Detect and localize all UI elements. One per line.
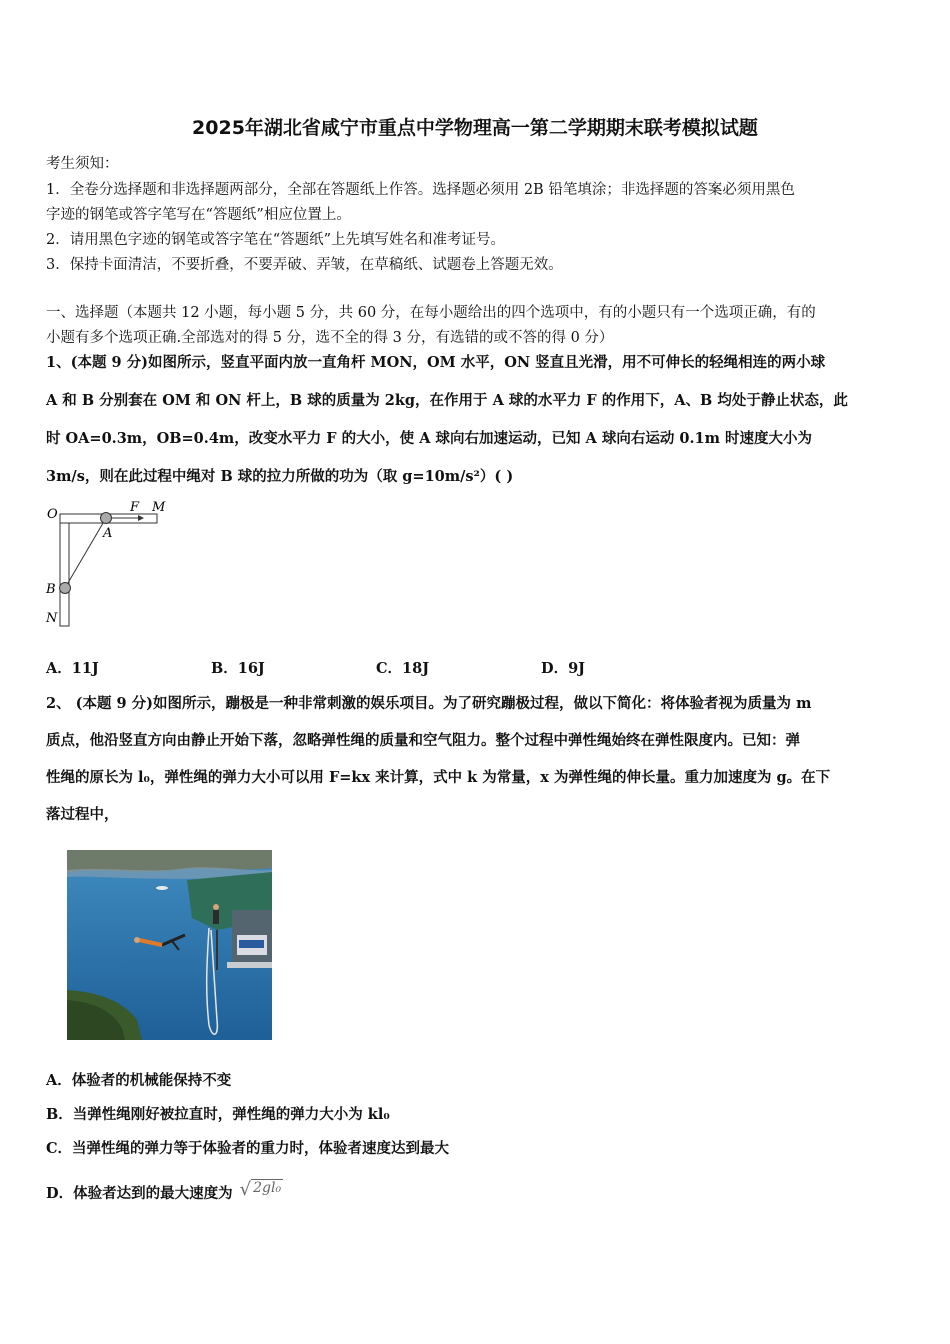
sqrt-symbol: √ — [239, 1179, 252, 1200]
q1-text: A 和 B 分别套在 OM 和 ON 杆上，B 球的质量为 2kg，在作用于 A 球的水平力 F 的作用下，A、B 均处于静止状态，此 — [46, 392, 848, 409]
formula-radicand: 2gl₀ — [253, 1180, 282, 1196]
q2-option-d-label: D．体验者达到的最大速度为 — [46, 1185, 233, 1202]
q2-option-b: B．当弹性绳刚好被拉直时，弹性绳的弹力大小为 kl₀ — [46, 1106, 390, 1123]
q2-text: 2、 (本题 9 分)如图所示，蹦极是一种非常刺激的娱乐项目。为了研究蹦极过程，做以下简化：将体验者视为质量为 m — [46, 695, 812, 712]
q1-option-b: B．16J — [211, 660, 265, 677]
q1-option-d: D．9J — [541, 660, 586, 677]
page-title: 2025年湖北省咸宁市重点中学物理高一第二学期期末联考模拟试题 — [192, 117, 758, 139]
sqrt-formula — [239, 1179, 283, 1203]
section-heading-cont: 小题有多个选项正确.全部选对的得 5 分，选不全的得 3 分，有选错的或不答的得 0 分） — [46, 330, 614, 346]
q2-text: 质点，他沿竖直方向由静止开始下落，忽略弹性绳的质量和空气阻力。整个过程中弹性绳始终在弹性限度内。已知：弹 — [46, 732, 800, 749]
label-a: A — [103, 526, 113, 541]
ball-a — [101, 513, 112, 524]
q2-text: 性绳的原长为 l₀，弹性绳的弹力大小可以用 F=kx 来计算，式中 k 为常量，x 为弹性绳的伸长量。重力加速度为 g。在下 — [46, 769, 831, 786]
q2-option-d — [46, 1179, 283, 1203]
ball-b — [60, 583, 71, 594]
q2-option-c: C．当弹性绳的弹力等于体验者的重力时，体验者速度达到最大 — [46, 1140, 450, 1157]
notice-item: 2．请用黑色字迹的钢笔或答字笔在“答题纸”上先填写姓名和准考证号。 — [46, 232, 506, 248]
rod-on — [60, 514, 69, 626]
q1-text: 时 OA=0.3m，OB=0.4m，改变水平力 F 的大小，使 A 球向右加速运动，已知 A 球向右运动 0.1m 时速度大小为 — [46, 430, 812, 447]
notice-heading: 考生须知： — [46, 156, 119, 172]
label-o: O — [47, 507, 58, 522]
q2-option-a: A．体验者的机械能保持不变 — [46, 1072, 232, 1089]
label-b: B — [46, 582, 56, 597]
q2-text: 落过程中， — [46, 806, 119, 823]
notice-item: 1．全卷分选择题和非选择题两部分，全部在答题纸上作答。选择题必须用 2B 铅笔填涂；非选择题的答案必须用黑色 — [46, 182, 795, 198]
q1-text: 1、(本题 9 分)如图所示，竖直平面内放一直角杆 MON，OM 水平，ON 竖直且光滑，用不可伸长的轻绳相连的两小球 — [46, 354, 826, 371]
q1-option-c: C．18J — [376, 660, 430, 677]
section-heading: 一、选择题（本题共 12 小题，每小题 5 分，共 60 分，在每小题给出的四个选项中，有的小题只有一个选项正确，有的 — [46, 305, 816, 321]
rod-diagram — [40, 496, 180, 636]
rope — [65, 518, 106, 588]
bungee-photo — [67, 850, 272, 1040]
label-n: N — [46, 611, 58, 626]
label-f: F — [130, 500, 140, 515]
q1-text: 3m/s，则在此过程中绳对 B 球的拉力所做的功为（取 g=10m/s²）( ) — [46, 468, 514, 485]
notice-item: 字迹的钢笔或答字笔写在“答题纸”相应位置上。 — [46, 207, 351, 223]
notice-item: 3．保持卡面清洁，不要折叠，不要弄破、弄皱，在草稿纸、试题卷上答题无效。 — [46, 257, 563, 273]
label-m: M — [152, 500, 166, 515]
q1-option-a: A．11J — [46, 660, 99, 677]
